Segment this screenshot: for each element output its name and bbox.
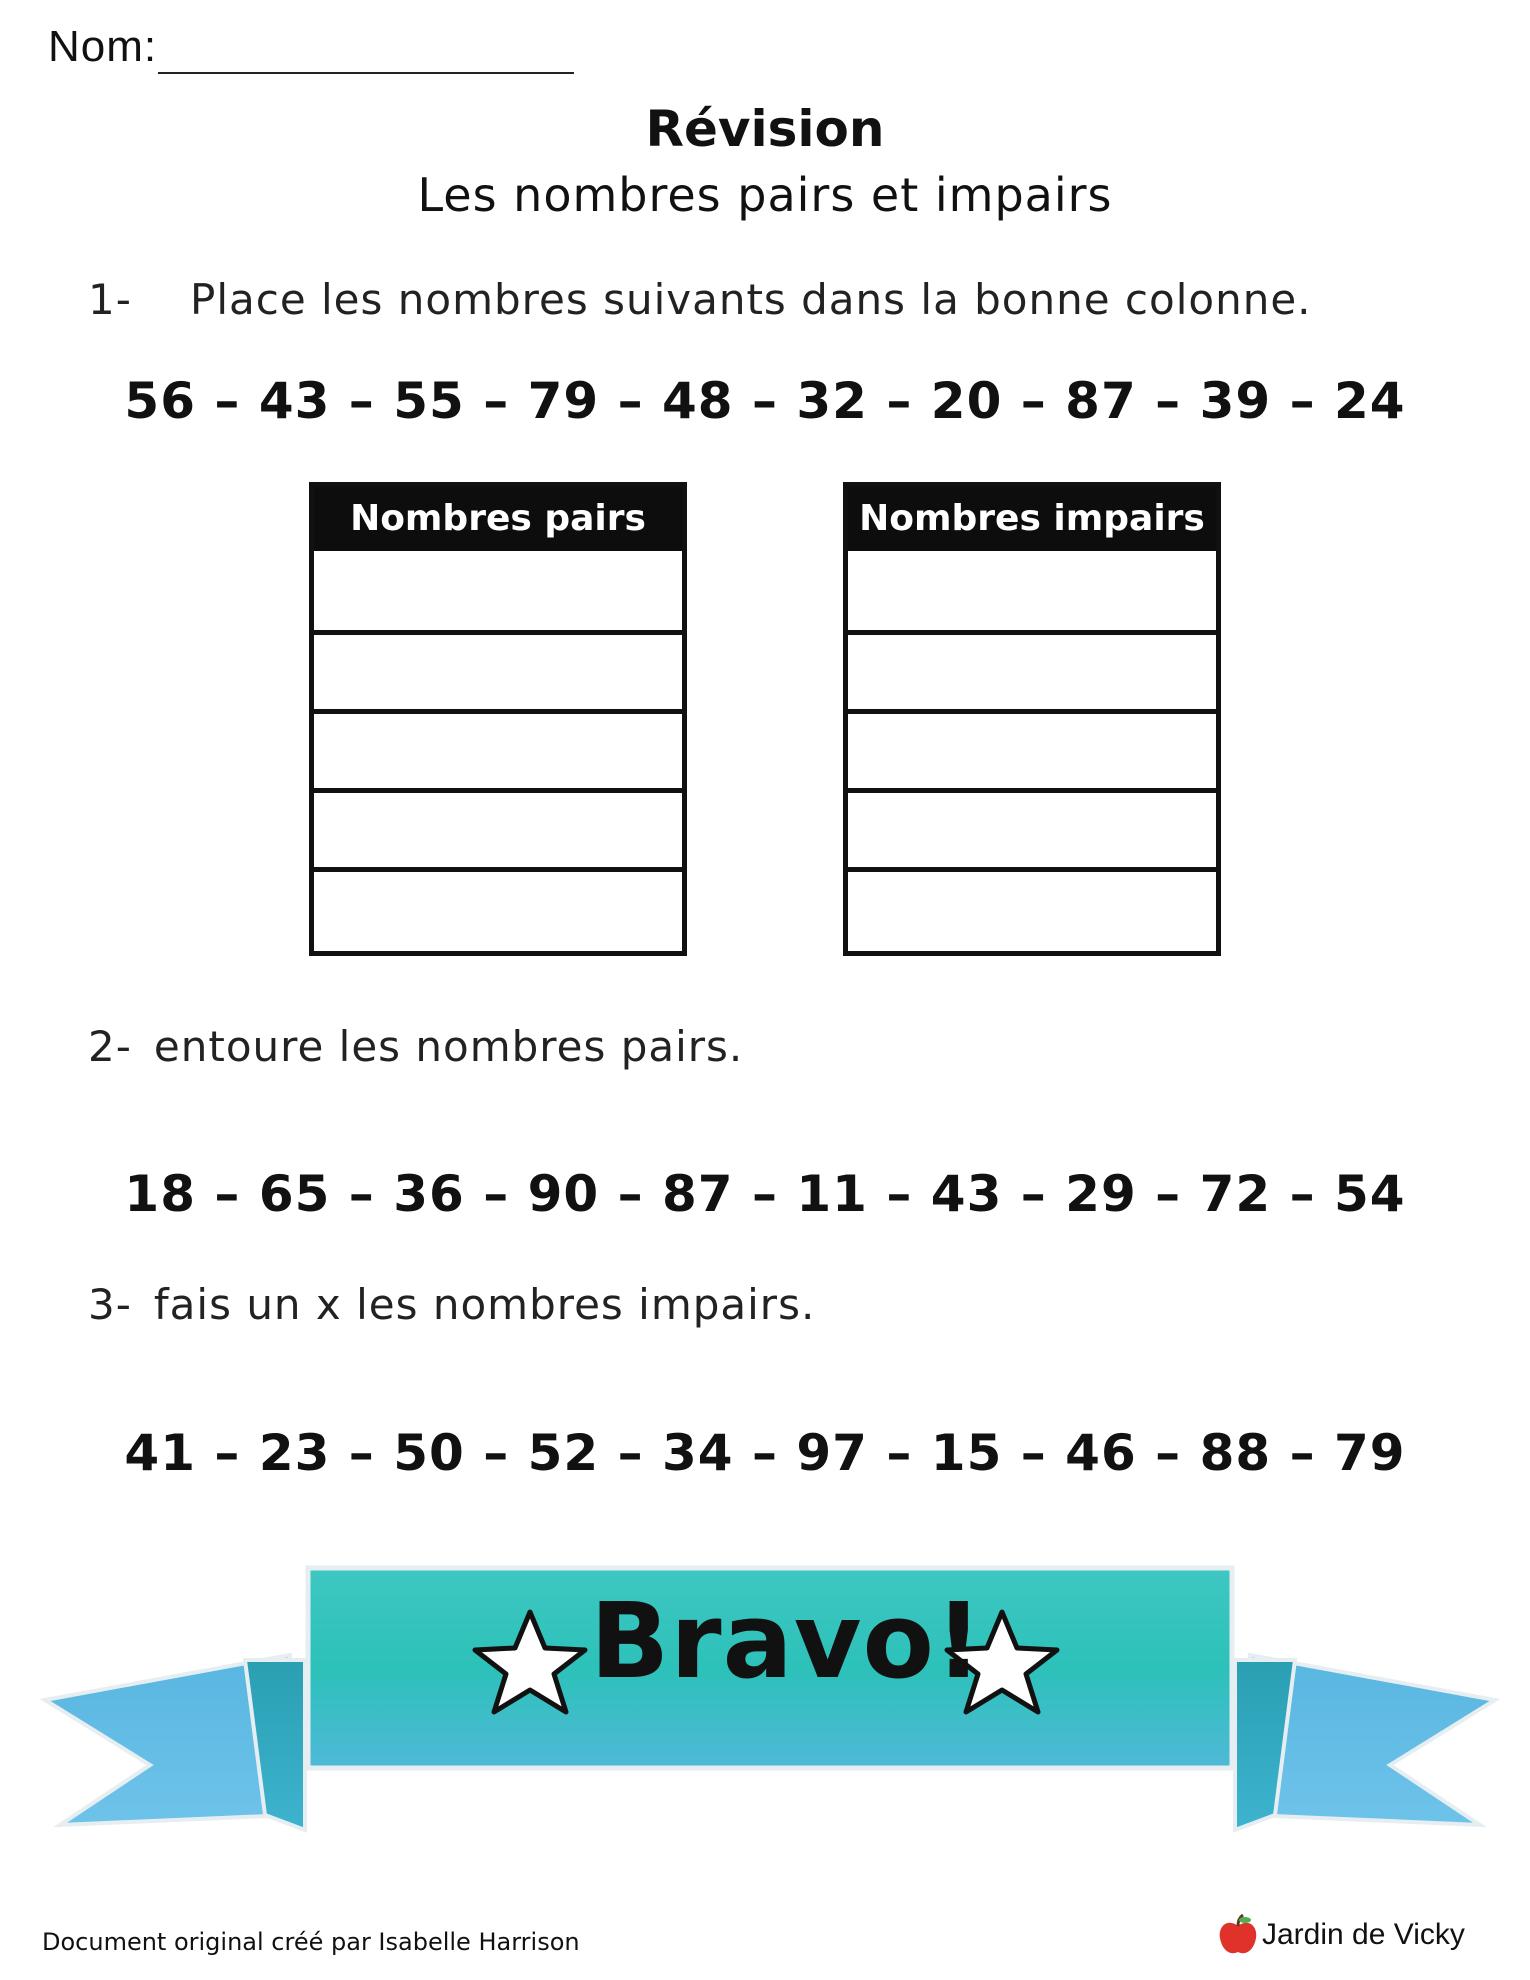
page-subtitle: Les nombres pairs et impairs — [417, 168, 1113, 222]
name-field-line[interactable] — [158, 72, 574, 74]
even-table-cell[interactable] — [314, 630, 682, 709]
even-table-cell[interactable] — [314, 867, 682, 946]
even-table-cell[interactable] — [314, 788, 682, 867]
odd-table-cell[interactable] — [848, 788, 1216, 867]
bravo-text: Bravo! — [590, 1580, 984, 1702]
exercise-2-number: 2- — [88, 1022, 132, 1071]
exercise-2-numbers: 18 – 65 – 36 – 90 – 87 – 11 – 43 – 29 – 72 – 54 — [124, 1165, 1406, 1223]
odd-table-cell[interactable] — [848, 709, 1216, 788]
exercise-1-numbers: 56 – 43 – 55 – 79 – 48 – 32 – 20 – 87 – 39 – 24 — [124, 372, 1406, 430]
exercise-3-instruction — [88, 1280, 815, 1329]
ribbon-left-tail — [45, 1655, 305, 1830]
even-table-cell[interactable] — [314, 709, 682, 788]
exercise-3-number: 3- — [88, 1280, 132, 1329]
even-table-cell[interactable] — [314, 551, 682, 630]
exercise-3-text: fais un x les nombres impairs. — [153, 1280, 816, 1329]
exercise-1-instruction — [88, 275, 1312, 324]
name-label: Nom: — [48, 22, 158, 71]
ribbon-right-tail — [1235, 1655, 1495, 1830]
exercise-3-numbers: 41 – 23 – 50 – 52 – 34 – 97 – 15 – 46 – 88 – 79 — [124, 1424, 1406, 1482]
even-table-header: Nombres pairs — [314, 487, 682, 551]
odd-table-cell[interactable] — [848, 867, 1216, 946]
page-title: Révision — [645, 100, 885, 158]
exercise-1-number: 1- — [88, 275, 132, 324]
exercise-1-text: Place les nombres suivants dans la bonne colonne. — [190, 275, 1312, 324]
odd-numbers-table — [843, 482, 1221, 956]
footer-credit: Document original créé par Isabelle Harrison — [42, 1928, 580, 1956]
exercise-2-instruction — [88, 1022, 743, 1071]
exercise-2-text: entoure les nombres pairs. — [153, 1022, 744, 1071]
footer-brand: Jardin de Vicky — [1262, 1918, 1465, 1951]
apple-icon — [1218, 1914, 1258, 1958]
odd-table-header: Nombres impairs — [848, 487, 1216, 551]
odd-table-cell[interactable] — [848, 551, 1216, 630]
odd-table-cell[interactable] — [848, 630, 1216, 709]
even-numbers-table — [309, 482, 687, 956]
